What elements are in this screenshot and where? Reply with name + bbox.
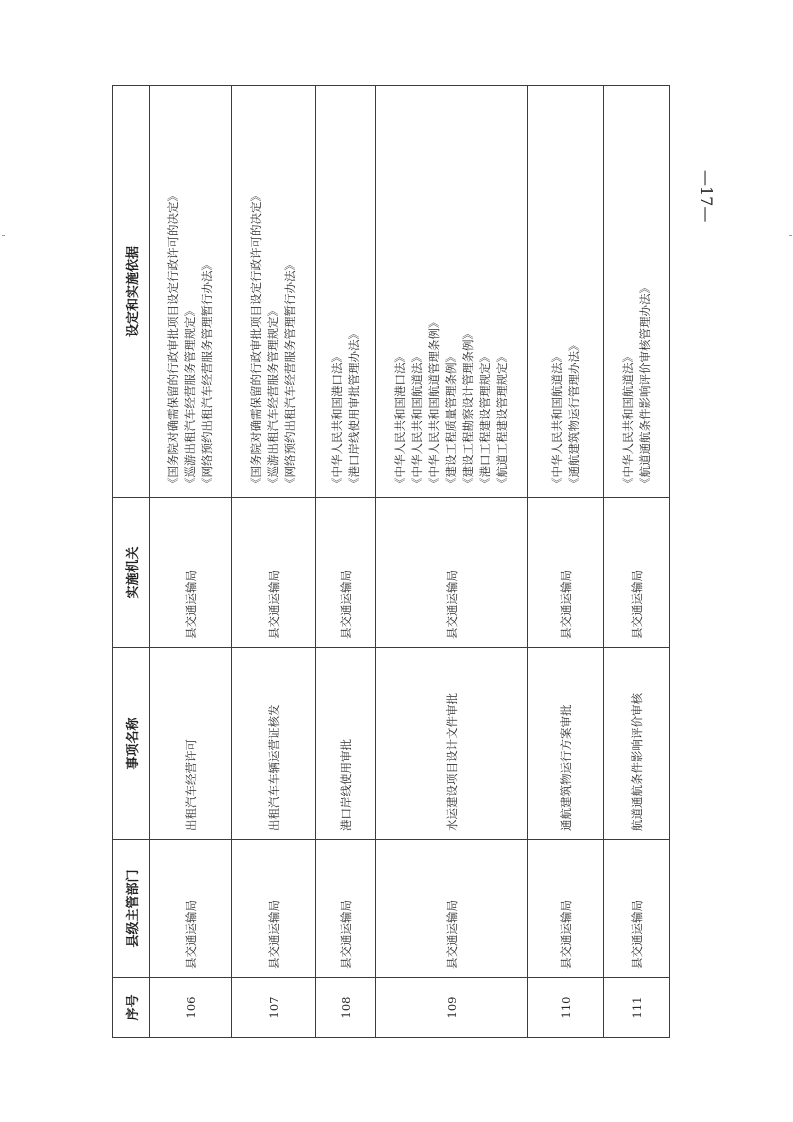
basis-line: 《巡游出租汽车经营服务管理规定》 — [183, 305, 197, 489]
cell-department: 县交通运输局 — [528, 840, 604, 978]
cell-number: 110 — [528, 978, 604, 1038]
table-row — [376, 86, 528, 1038]
cell-number: 108 — [316, 978, 376, 1038]
table-row — [316, 86, 376, 1038]
cell-agency: 县交通运输局 — [528, 498, 604, 648]
table-row — [528, 86, 604, 1038]
approval-items-table — [112, 85, 670, 1038]
header-number: 序号 — [113, 978, 150, 1038]
cell-agency: 县交通运输局 — [232, 498, 316, 648]
cell-basis — [150, 86, 232, 498]
basis-line: 《网络预约出租汽车经营服务管理暂行办法》 — [200, 259, 214, 489]
binding-mark-right — [789, 235, 792, 236]
basis-line: 《中华人民共和国航道管理条例》 — [427, 316, 441, 489]
basis-line: 《通航建筑物运行管理办法》 — [566, 339, 581, 489]
basis-line: 《网络预约出租汽车经营服务管理暂行办法》 — [283, 259, 297, 489]
cell-basis — [528, 86, 604, 498]
basis-line: 《中华人民共和国航道法》 — [620, 351, 635, 489]
binding-mark-left — [2, 235, 5, 236]
cell-department: 县交通运输局 — [232, 840, 316, 978]
basis-line: 《港口工程建设管理规定》 — [478, 351, 492, 489]
cell-number: 111 — [604, 978, 670, 1038]
cell-item-name: 港口岸线使用审批 — [316, 648, 376, 840]
basis-line: 《中华人民共和国航道法》 — [410, 351, 424, 489]
basis-line: 《港口岸线使用审批管理办法》 — [346, 328, 361, 489]
cell-item-name: 出租汽车车辆运营证核发 — [232, 648, 316, 840]
basis-line: 《航道工程建设管理规定》 — [495, 351, 509, 489]
cell-department: 县交通运输局 — [604, 840, 670, 978]
basis-line: 《中华人民共和国港口法》 — [329, 351, 344, 489]
cell-item-name: 出租汽车经营许可 — [150, 648, 232, 840]
table-row — [232, 86, 316, 1038]
cell-number: 107 — [232, 978, 316, 1038]
header-basis: 设定和实施依据 — [113, 86, 150, 498]
table-header-row — [113, 86, 150, 1038]
basis-line: 《航道通航条件影响评价审核管理办法》 — [637, 282, 652, 489]
table-row — [604, 86, 670, 1038]
header-item-name: 事项名称 — [113, 648, 150, 840]
basis-line: 《国务院对确需保留的行政审批项目设定行政许可的决定》 — [249, 190, 263, 489]
basis-line: 《巡游出租汽车经营服务管理规定》 — [266, 305, 280, 489]
cell-basis — [316, 86, 376, 498]
cell-basis — [604, 86, 670, 498]
basis-line: 《中华人民共和国港口法》 — [393, 351, 407, 489]
cell-agency: 县交通运输局 — [316, 498, 376, 648]
basis-line: 《中华人民共和国航道法》 — [549, 351, 564, 489]
cell-department: 县交通运输局 — [316, 840, 376, 978]
cell-agency: 县交通运输局 — [604, 498, 670, 648]
rotated-table-wrapper — [112, 86, 668, 1038]
basis-line: 《建设工程勘察设计管理条例》 — [461, 328, 475, 489]
cell-item-name: 通航建筑物运行方案审批 — [528, 648, 604, 840]
cell-basis — [376, 86, 528, 498]
header-agency: 实施机关 — [113, 498, 150, 648]
cell-number: 106 — [150, 978, 232, 1038]
table-row — [150, 86, 232, 1038]
page-number: —17— — [697, 170, 716, 223]
header-department: 县级主管部门 — [113, 840, 150, 978]
cell-agency: 县交通运输局 — [150, 498, 232, 648]
cell-item-name: 水运建设项目设计文件审批 — [376, 648, 528, 840]
cell-item-name: 航道通航条件影响评价审核 — [604, 648, 670, 840]
cell-agency: 县交通运输局 — [376, 498, 528, 648]
cell-department: 县交通运输局 — [376, 840, 528, 978]
basis-line: 《国务院对确需保留的行政审批项目设定行政许可的决定》 — [166, 190, 180, 489]
cell-number: 109 — [376, 978, 528, 1038]
basis-line: 《建设工程质量管理条例》 — [444, 351, 458, 489]
cell-basis — [232, 86, 316, 498]
cell-department: 县交通运输局 — [150, 840, 232, 978]
